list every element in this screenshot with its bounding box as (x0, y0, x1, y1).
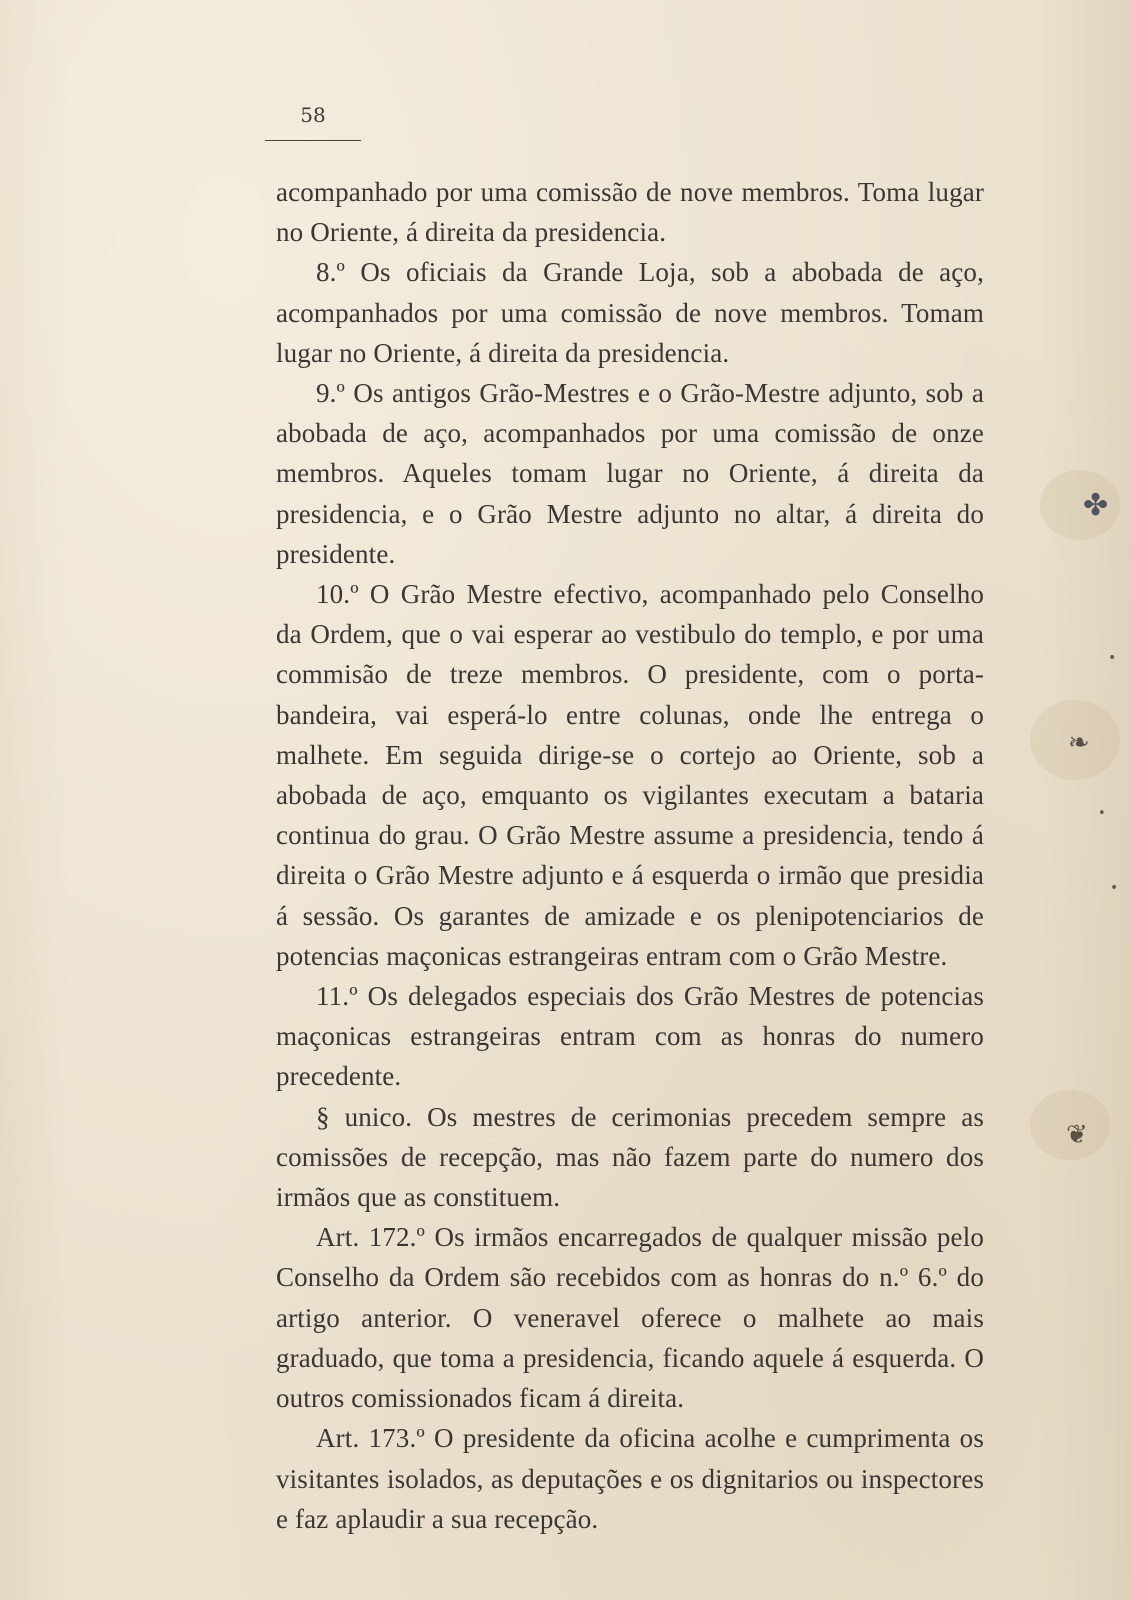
paragraph-art-172: Art. 172.º Os irmãos encarregados de qualquer missão pelo Conselho da Ordem são recebidos com as honras do n.º 6.º do artigo anterior. O veneravel oferece o malhete ao mais graduado, que toma a presidencia, ficando aquele á esquerda. O outros comissionados ficam á direita. (276, 1222, 984, 1414)
paragraph-art-173: Art. 173.º O presidente da oficina acolhe e cumprimenta os visitantes isolados, as deputações e os dignitarios ou inspectores e faz aplaudir a sua recepção. (276, 1423, 984, 1534)
header-rule (265, 140, 361, 141)
margin-speck-icon: • (1098, 806, 1106, 821)
paragraph-1: acompanhado por uma comissão de nove membros. Toma lugar no Oriente, á direita da presidencia. (276, 177, 984, 248)
margin-speck-icon: • (1110, 880, 1119, 896)
paragraph-section-unico: § unico. Os mestres de cerimonias precedem sempre as comissões de recepção, mas não fazem parte do numero dos irmãos que as constituem. (276, 1101, 984, 1213)
paragraph-item-11: 11.º Os delegados especiais dos Grão Mestres de potencias maçonicas estrangeiras entram com as honras do numero precedente. (276, 981, 984, 1092)
margin-ink-blot-icon: ✤ (1083, 488, 1109, 523)
page-body (276, 172, 984, 1539)
margin-ink-blot-icon: ❧ (1068, 728, 1090, 758)
paragraph-item-9: 9.º Os antigos Grão-Mestres e o Grão-Mestre adjunto, sob a abobada de aço, acompanhados por uma comissão de onze membros. Aqueles tomam lugar no Oriente, á direita da presidencia, e o Grão Mestre adjunto no altar, á direita do presidente. (276, 378, 984, 569)
margin-ink-blot-icon: ❦ (1066, 1120, 1088, 1150)
page-number: 58 (300, 103, 326, 127)
paragraph-item-8: 8.º Os oficiais da Grande Loja, sob a abobada de aço, acompanhados por uma comissão de nove membros. Tomam lugar no Oriente, á direita da presidencia. (276, 257, 984, 368)
margin-speck-icon: • (1108, 650, 1117, 666)
paragraph-item-10: 10.º O Grão Mestre efectivo, acompanhado pelo Conselho da Ordem, que o vai esperar ao vestibulo do templo, e por uma commisão de treze membros. O presidente, com o porta-bandeira, vai esperá-lo entre colunas, onde lhe entrega o malhete. Em seguida dirige-se o cortejo ao Oriente, sob a abobada de aço, emquanto os vigilantes executam a bataria continua do grau. O Grão Mestre assume a presidencia, tendo á direita o Grão Mestre adjunto e á esquerda o irmão que presidia á sessão. Os garantes de amizade e os plenipotenciarios de potencias maçonicas estrangeiras entram com o Grão Mestre. (276, 579, 984, 971)
